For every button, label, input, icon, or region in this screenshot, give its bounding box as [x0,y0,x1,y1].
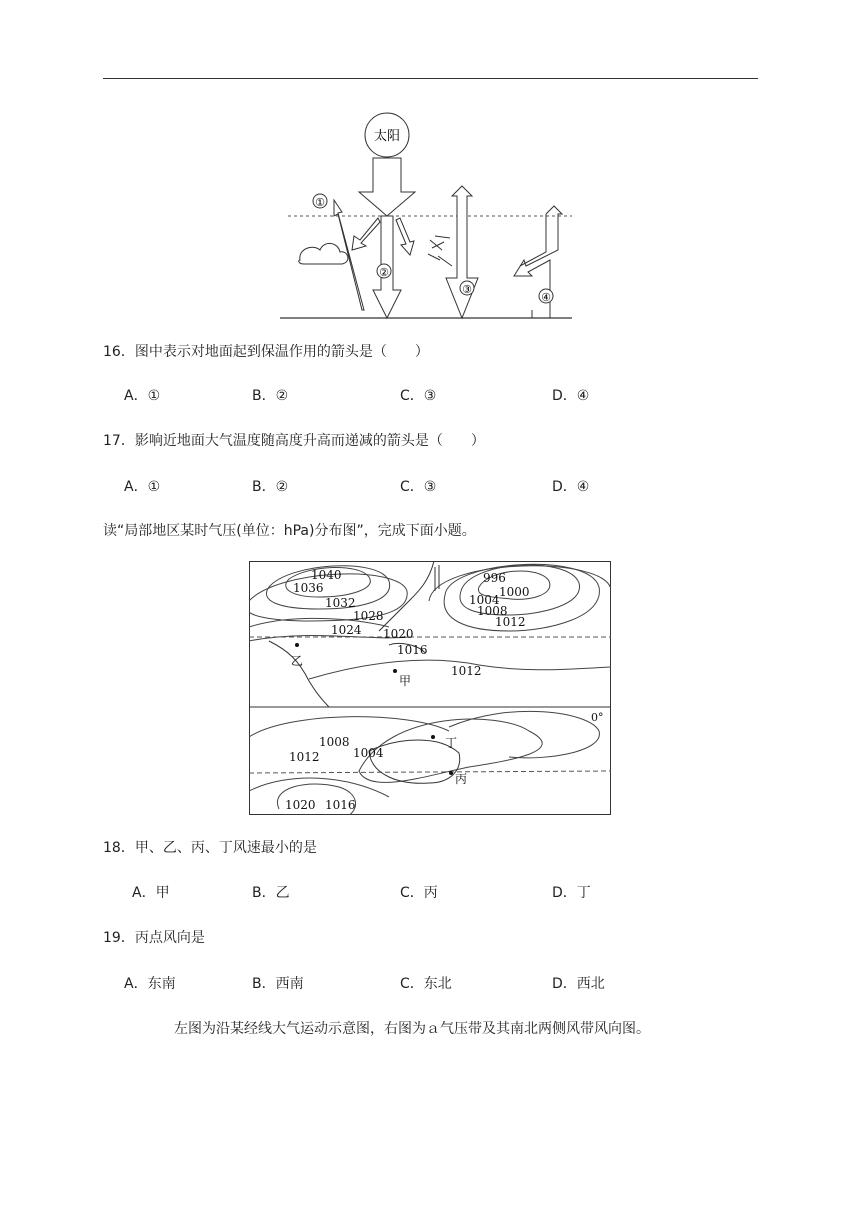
isobar-1036: 1036 [293,581,324,595]
question-19-stem: 19．丙点风向是 [103,930,205,946]
q17-option-b[interactable]: B．② [252,479,289,495]
isobar-1016-south: 1016 [325,798,356,812]
q16-option-d[interactable]: D．④ [552,388,590,404]
place-bing: 丙 [455,772,468,786]
q19-option-d[interactable]: D．西北 [552,976,605,992]
question-18-stem: 18．甲、乙、丙、丁风速最小的是 [103,840,317,856]
label-1: ① [315,196,325,209]
question-16-stem: 16．图中表示对地面起到保温作用的箭头是（ ） [103,344,429,360]
q19-option-b[interactable]: B．西南 [252,976,304,992]
isobar-1012-west: 1012 [451,664,482,678]
q19-option-a[interactable]: A．东南 [124,976,176,992]
atmosphere-heating-diagram [280,110,580,325]
pressure-distribution-map [249,561,611,815]
arrow-3 [446,186,478,318]
closing-text: 左图为沿某经线大气运动示意图，右图为ａ气压带及其南北两侧风带风向图。 [174,1021,650,1037]
q19-option-c[interactable]: C．东北 [400,976,452,992]
q17-option-c[interactable]: C．③ [400,479,437,495]
header-rule [103,78,758,79]
q18-option-a[interactable]: A．甲 [132,885,170,901]
isobar-1012-south: 1012 [289,750,320,764]
isobar-1000: 1000 [499,585,530,599]
scattered-arrow [396,218,414,255]
equator-label: 0° [591,711,604,724]
place-ding: 丁 [445,736,458,750]
cloud-icon [299,243,348,264]
question-17-stem: 17．影响近地面大气温度随高度升高而递减的箭头是（ ） [103,433,485,449]
isobar-1032: 1032 [325,596,356,610]
q18-option-d[interactable]: D．丁 [552,885,591,901]
place-jia: 甲 [399,674,412,688]
label-3: ③ [462,283,472,296]
q17-option-d[interactable]: D．④ [552,479,590,495]
solar-radiation-arrow [359,158,415,216]
isobar-1040: 1040 [311,568,342,582]
isobar-1008-south: 1008 [319,735,350,749]
place-yi: 乙 [291,654,304,668]
q18-option-b[interactable]: B．乙 [252,885,290,901]
isobar-1028: 1028 [353,609,384,623]
isobar-1024: 1024 [331,623,362,637]
isobar-1020: 1020 [383,627,414,641]
isobar-1004-south: 1004 [353,746,384,760]
reflected-arrow [352,218,380,250]
isobar-1004: 1004 [469,593,500,607]
sun-label: 太阳 [373,129,401,144]
q16-option-b[interactable]: B．② [252,388,289,404]
isobar-996: 996 [483,571,506,585]
q16-option-a[interactable]: A．① [124,388,161,404]
isobar-1020-south: 1020 [285,798,316,812]
label-4: ④ [541,291,551,304]
label-2: ② [379,266,389,279]
map-intro-text: 读“局部地区某时气压(单位：hPa)分布图”，完成下面小题。 [103,523,476,539]
q16-option-c[interactable]: C．③ [400,388,437,404]
q18-option-c[interactable]: C．丙 [400,885,438,901]
isobar-1012-east: 1012 [495,615,526,629]
q17-option-a[interactable]: A．① [124,479,161,495]
isobar-1008: 1008 [477,604,508,618]
arrow-4 [514,206,562,318]
scattering-arrows [428,236,452,266]
isobar-1016: 1016 [397,643,428,657]
